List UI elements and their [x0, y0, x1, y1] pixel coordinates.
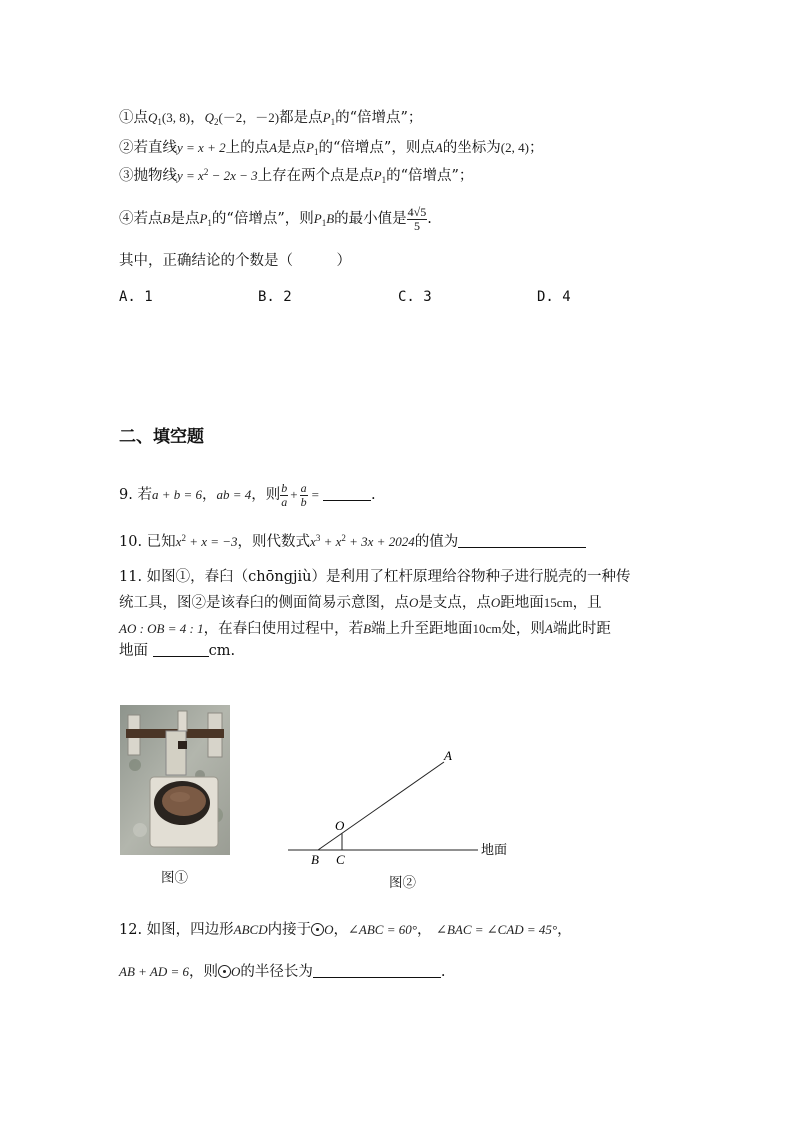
q10: [119, 528, 586, 552]
subscript: 1: [207, 218, 212, 228]
superscript: 2: [341, 533, 346, 543]
text: ，则代数式: [237, 534, 311, 550]
q11-line-3: [119, 618, 611, 640]
math-expr: + x: [320, 534, 342, 549]
option-d[interactable]: D. 4: [537, 289, 571, 305]
math-B: B: [162, 211, 171, 226]
math-coord: (3, 8): [161, 110, 191, 125]
math-parabola-rest: − 2x − 3: [208, 168, 258, 183]
math-P: P: [373, 168, 382, 183]
math-P: P: [306, 140, 314, 155]
q11-line-4: [119, 640, 235, 662]
text: ，: [190, 110, 205, 126]
circle-symbol-icon: [218, 965, 231, 978]
math-O: O: [231, 964, 241, 979]
text: 的最小值是: [334, 211, 407, 227]
subscript: 1: [157, 117, 162, 127]
math-O: O: [324, 922, 334, 937]
fraction-denominator: a: [281, 494, 288, 509]
text: 距地面: [500, 595, 544, 611]
math-angle: ∠ABC = 60°: [348, 922, 417, 937]
label-B: B: [311, 852, 319, 867]
label-A: A: [444, 748, 452, 763]
text: ，则: [189, 964, 219, 980]
text: 是点: [170, 211, 200, 227]
text: 的值为: [414, 534, 459, 550]
text: 地面: [119, 643, 153, 659]
text: cm.: [208, 643, 236, 659]
math-x: x: [175, 534, 182, 549]
fraction-b-over-a: [280, 482, 288, 509]
answer-blank[interactable]: [153, 642, 209, 657]
math-x: x: [310, 534, 316, 549]
text: ，: [333, 922, 349, 938]
math-product: ab = 4: [216, 487, 252, 502]
text: 的坐标为: [442, 140, 501, 156]
text: 的半径长为: [240, 964, 313, 980]
q8-statement-1: [119, 108, 422, 132]
math-A: A: [434, 140, 443, 155]
lever-AB: [318, 762, 444, 850]
text: 都是点: [279, 110, 323, 126]
text: 的“倍增点”；: [386, 168, 474, 184]
text: 处，则: [501, 621, 545, 637]
figure-1-photo: [120, 705, 230, 855]
text: 的“倍增点”，则: [211, 211, 314, 227]
math-P: P: [199, 211, 208, 226]
math-Q: Q: [148, 110, 158, 125]
text: 9. 若: [119, 487, 152, 503]
answer-blank[interactable]: [313, 963, 441, 978]
text: ②若直线: [119, 140, 177, 156]
figure-2-diagram: [280, 740, 530, 880]
math-angle: ∠BAC = ∠CAD = 45°: [436, 922, 558, 937]
text: 的“倍增点”，则点: [318, 140, 435, 156]
section-title: 二、填空题: [119, 427, 204, 447]
subscript: 1: [381, 175, 387, 185]
text: ，则: [251, 487, 281, 503]
math-eq: + x = −3: [185, 534, 238, 549]
math-P: P: [313, 211, 322, 226]
label-C: C: [336, 852, 345, 867]
math-sum: a + b = 6: [151, 487, 202, 502]
q11-line-2: [119, 592, 602, 614]
math-expr: + 3x + 2024: [345, 534, 415, 549]
subscript: 1: [321, 218, 327, 228]
text: ④若点: [119, 211, 163, 227]
text: .: [370, 487, 376, 503]
math-O: O: [490, 595, 501, 610]
q12-line-2: [119, 962, 446, 982]
fraction-numerator: b: [281, 480, 288, 495]
subscript: 1: [330, 117, 336, 127]
q8-statement-3: [119, 162, 473, 190]
math-Q: Q: [204, 110, 214, 125]
mortar-photo-illustration: [120, 705, 230, 855]
option-c[interactable]: C. 3: [398, 289, 432, 305]
math-ratio: AO : OB = 4 : 1: [119, 621, 204, 636]
text: 是点: [277, 140, 307, 156]
superscript: 2: [203, 167, 209, 177]
text: 是支点，点: [418, 595, 491, 611]
math-P: P: [322, 110, 331, 125]
math-line-eq: y = x + 2: [177, 140, 226, 155]
text: 上存在两个点是点: [257, 168, 374, 184]
fraction-a-over-b: [300, 482, 308, 509]
figure-2-caption: 图②: [389, 875, 416, 891]
math-ABCD: ABCD: [233, 922, 268, 937]
math-parabola: y = x: [177, 168, 204, 183]
fraction-denominator: 5: [413, 218, 420, 233]
fraction-numerator: a: [300, 480, 307, 495]
math-O: O: [409, 595, 419, 610]
text: 上的点: [225, 140, 270, 156]
math-A: A: [544, 621, 553, 636]
math-coord: (－2，－2): [218, 110, 280, 125]
text: 统工具，图②是该春臼的侧面简易示意图，点: [119, 595, 409, 611]
math-length: 10cm: [472, 621, 502, 636]
option-a[interactable]: A. 1: [119, 289, 153, 305]
math-coord: (2, 4): [500, 140, 529, 155]
label-O: O: [335, 818, 345, 833]
math-B: B: [363, 621, 372, 636]
equals-sign: =: [311, 487, 319, 502]
subscript: 2: [213, 117, 219, 127]
text: 12. 如图，四边形: [119, 922, 234, 938]
fraction-numerator: 4√5: [407, 204, 427, 219]
text: ，: [416, 922, 437, 938]
text: ；: [528, 140, 544, 156]
text: .: [440, 964, 446, 980]
superscript: 3: [315, 533, 321, 543]
plus-sign: +: [290, 487, 298, 502]
text: 的“倍增点”；: [335, 110, 423, 126]
label-ground: 地面: [481, 843, 508, 858]
math-sum: AB + AD = 6: [119, 964, 190, 979]
text: 内接于: [267, 922, 312, 938]
q8-stem: 其中，正确结论的个数是（ ）: [119, 253, 351, 269]
text: ③抛物线: [119, 168, 177, 184]
figure-1-caption: 图①: [161, 870, 188, 886]
math-B: B: [326, 211, 335, 226]
circle-symbol-icon: [311, 923, 324, 936]
q11-line-1: 11. 如图①，春臼（chōngjiù）是利用了杠杆原理给谷物种子进行脱壳的一种传: [119, 569, 631, 585]
q8-statement-2: [119, 138, 543, 162]
text: 端上升至距地面: [371, 621, 473, 637]
math-length: 15cm: [543, 595, 573, 610]
text: ①点: [119, 110, 148, 126]
fraction-min-value: [407, 206, 428, 233]
text: 10. 已知: [119, 534, 176, 550]
math-A: A: [269, 140, 278, 155]
text: 端此时距: [552, 621, 611, 637]
text: ，且: [572, 595, 602, 611]
text: ，在春臼使用过程中，若: [203, 621, 364, 637]
superscript: 2: [181, 533, 186, 543]
q9: [119, 480, 376, 510]
q8-statement-4: [119, 203, 432, 239]
text: ，: [557, 922, 572, 938]
text: ，: [202, 487, 217, 503]
option-b[interactable]: B. 2: [258, 289, 292, 305]
fraction-denominator: b: [300, 494, 307, 509]
answer-blank[interactable]: [323, 486, 371, 501]
subscript: 1: [314, 147, 319, 157]
q12-line-1: [119, 920, 572, 940]
text: .: [427, 211, 432, 227]
answer-blank[interactable]: [458, 533, 586, 548]
